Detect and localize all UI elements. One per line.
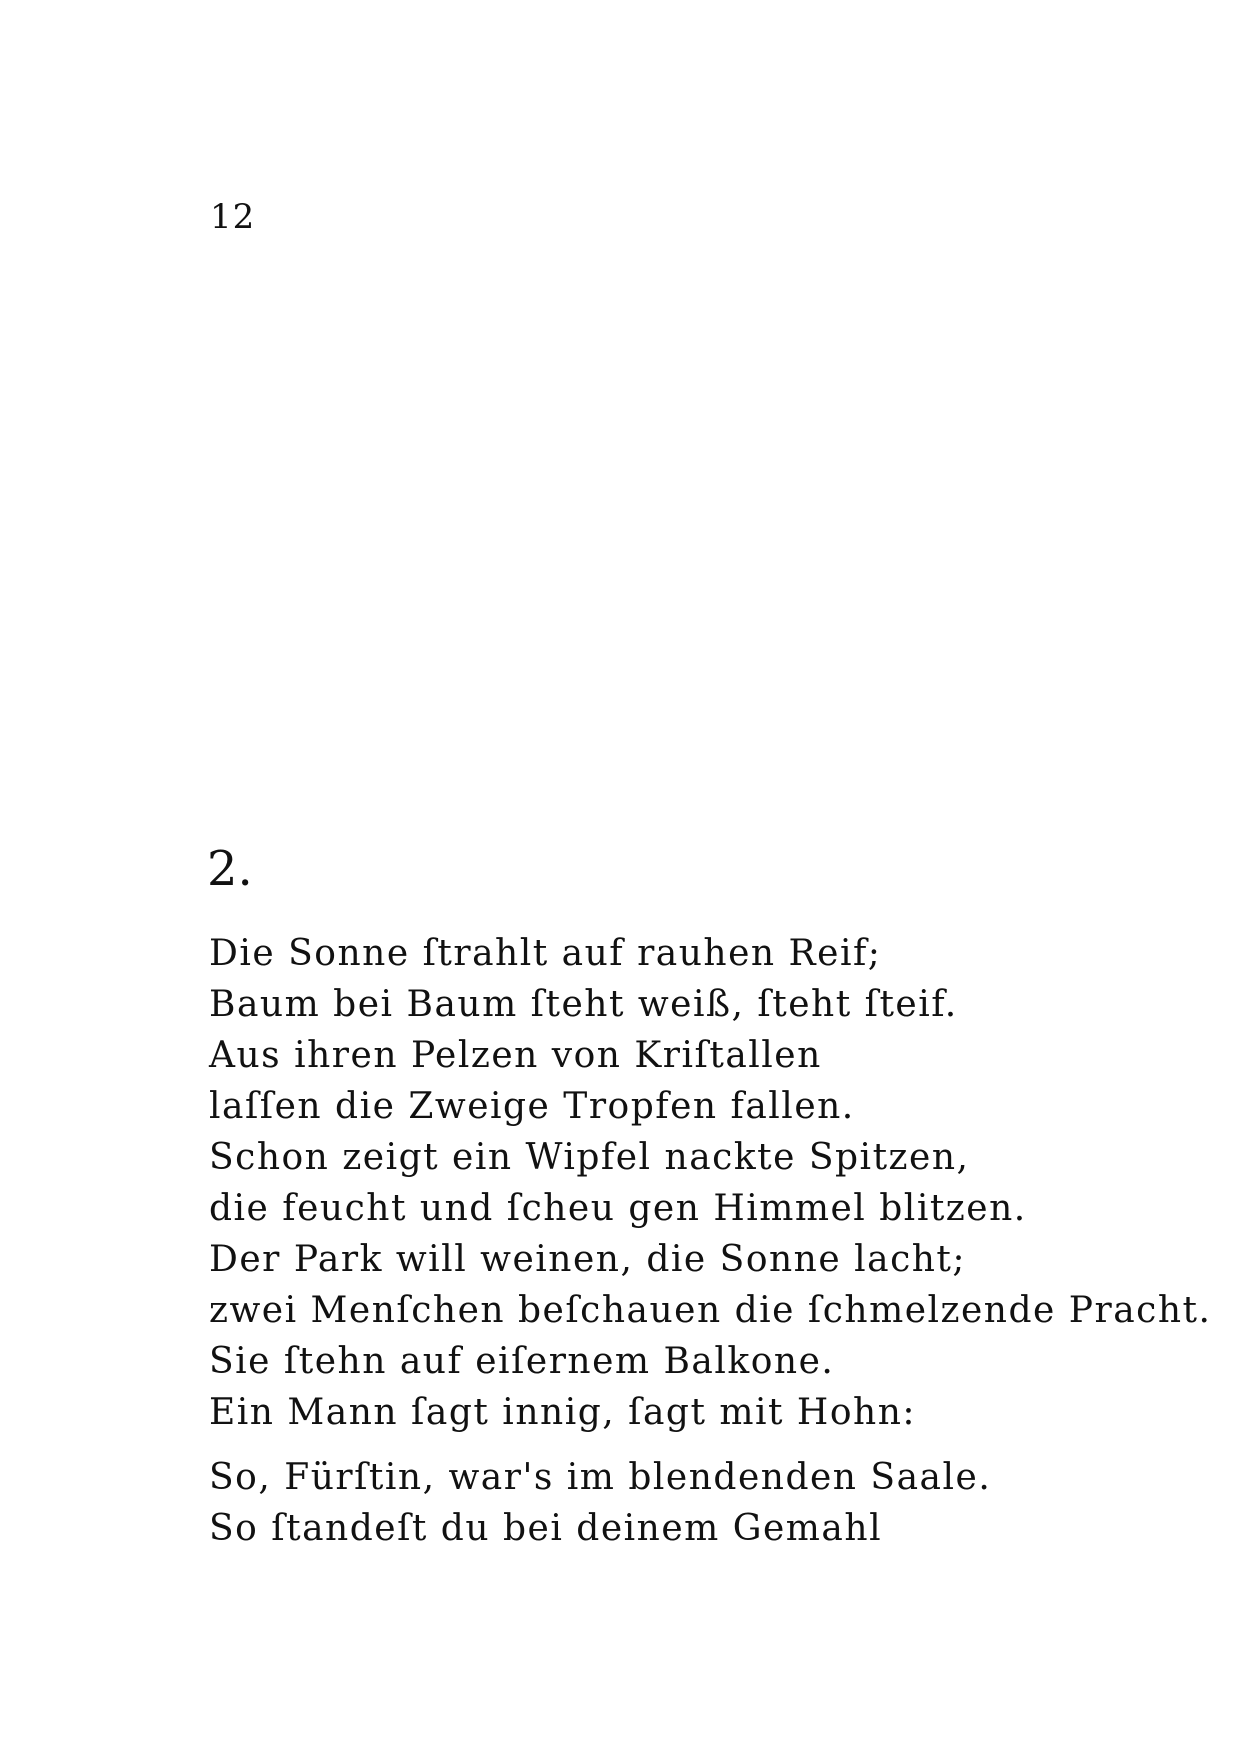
poem-line: Schon zeigt ein Wipfel nackte Spitzen, (209, 1137, 970, 1178)
poem-line: Ein Mann ſagt innig, ſagt mit Hohn: (209, 1392, 917, 1433)
poem-line: Sie ſtehn auf eiſernem Balkone. (209, 1341, 835, 1382)
page-number: 12 (210, 197, 256, 237)
poem-line: Die Sonne ſtrahlt auf rauhen Reif; (209, 933, 882, 974)
poem-line: Aus ihren Pelzen von Kriſtallen (209, 1035, 822, 1076)
poem-line: die feucht und ſcheu gen Himmel blitzen. (209, 1188, 1027, 1229)
poem-line: Baum bei Baum ſteht weiß, ſteht ſteif. (209, 984, 958, 1025)
section-number: 2. (207, 841, 253, 897)
stanza-2 (209, 1452, 991, 1554)
poem-line: So ſtandeſt du bei deinem Gemahl (209, 1508, 883, 1549)
poem-line: zwei Menſchen beſchauen die ſchmelzende Pracht. (209, 1290, 1212, 1331)
poem-line: Der Park will weinen, die Sonne lacht; (209, 1239, 967, 1280)
stanza-1 (209, 928, 1211, 1438)
poem-line: So, Fürſtin, war's im blendenden Saale. (209, 1457, 992, 1498)
poem-line: laſſen die Zweige Tropfen fallen. (209, 1086, 855, 1127)
